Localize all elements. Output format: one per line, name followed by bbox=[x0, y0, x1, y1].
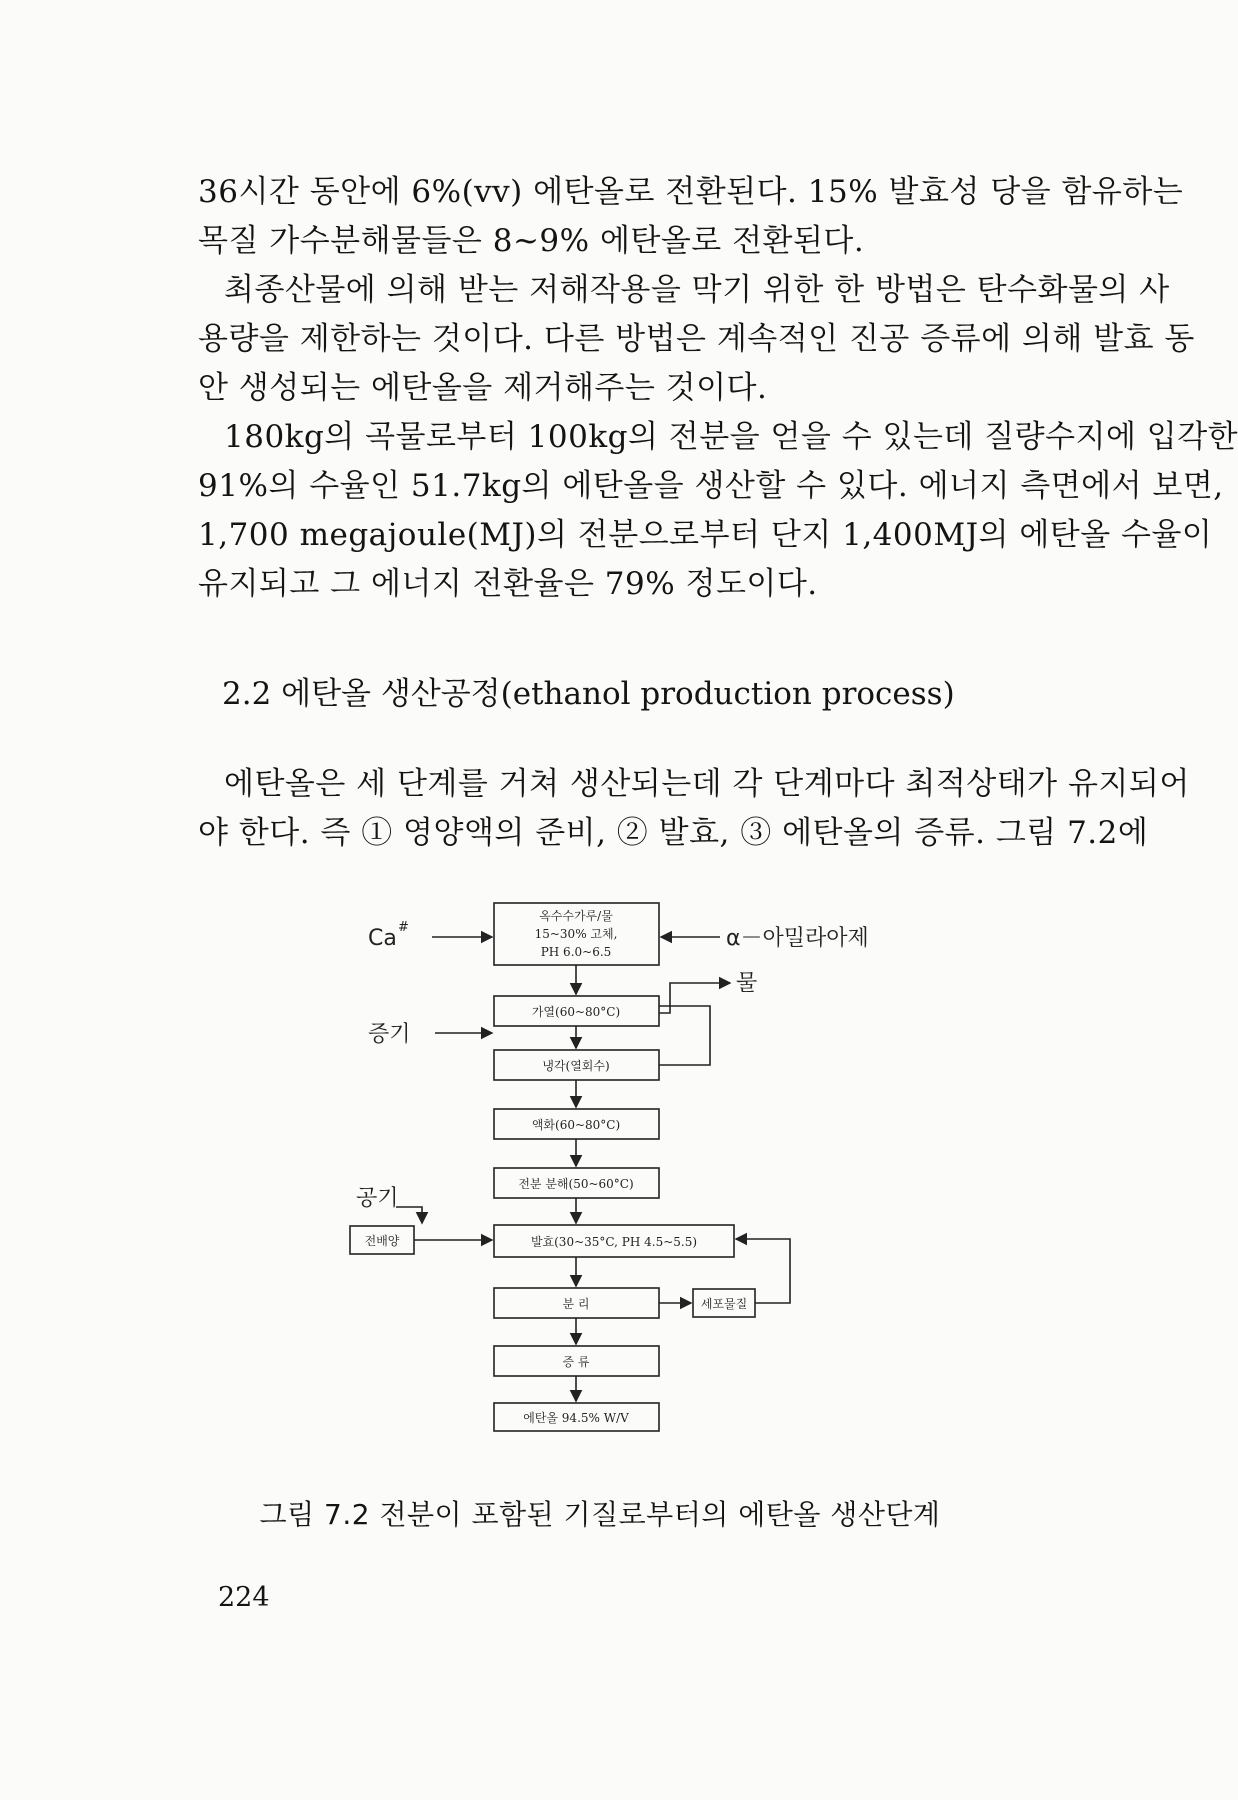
flow-label: PH 6.0~6.5 bbox=[540, 945, 612, 959]
paragraph-line: 36시간 동안에 6%(vv) 에탄올로 전환된다. 15% 발효성 당을 함유하는 bbox=[198, 174, 1184, 210]
flow-label: 분 리 bbox=[562, 1297, 590, 1311]
flow-input-label: 공기 bbox=[356, 1186, 399, 1211]
paragraph-line: 에탄올은 세 단계를 거쳐 생산되는데 각 단계마다 최적상태가 유지되어 bbox=[224, 766, 1190, 802]
flow-label: 전분 분해(50~60°C) bbox=[518, 1177, 634, 1191]
section-paragraph bbox=[198, 760, 1190, 858]
flow-label: 가열(60~80°C) bbox=[531, 1005, 621, 1019]
flow-label: 냉각(열회수) bbox=[542, 1059, 610, 1073]
flow-label: 옥수수가루/물 bbox=[539, 909, 613, 923]
paragraph-line: 91%의 수율인 51.7kg의 에탄올을 생산할 수 있다. 에너지 측면에서 보면, bbox=[198, 468, 1224, 504]
paragraph-line: 야 한다. 즉 ① 영양액의 준비, ② 발효, ③ 에탄올의 증류. 그림 7.2에 bbox=[198, 815, 1149, 851]
flow-input-label: α－아밀라아제 bbox=[726, 926, 869, 951]
ethanol-process-flowchart bbox=[356, 885, 900, 1475]
flow-label: 전배양 bbox=[364, 1234, 400, 1248]
paragraph-line: 유지되고 그 에너지 전환율은 79% 정도이다. bbox=[198, 566, 818, 602]
paragraph-line: 용량을 제한하는 것이다. 다른 방법은 계속적인 진공 증류에 의해 발효 동 bbox=[198, 321, 1195, 357]
flow-label: 에탄올 94.5% W/V bbox=[523, 1411, 629, 1425]
paragraph-2 bbox=[198, 266, 1195, 413]
flow-input-label: 물 bbox=[736, 971, 758, 996]
flow-input-label: 증기 bbox=[368, 1022, 411, 1047]
section-heading: 2.2 에탄올 생산공정(ethanol production process) bbox=[222, 676, 955, 712]
figure-caption: 그림 7.2 전분이 포함된 기질로부터의 에탄올 생산단계 bbox=[259, 1498, 941, 1531]
flow-label: 액화(60~80°C) bbox=[531, 1118, 621, 1132]
paragraph-line: 180kg의 곡물로부터 100kg의 전분을 얻을 수 있는데 질량수지에 입각한 bbox=[224, 419, 1238, 455]
paragraph-line: 최종산물에 의해 받는 저해작용을 막기 위한 한 방법은 탄수화물의 사 bbox=[224, 272, 1170, 308]
paragraph-line: 안 생성되는 에탄올을 제거해주는 것이다. bbox=[198, 370, 768, 406]
paragraph-line: 1,700 megajoule(MJ)의 전분으로부터 단지 1,400MJ의 에탄올 수율이 bbox=[198, 517, 1213, 553]
flow-label: 15~30% 고체, bbox=[534, 927, 618, 941]
flow-label: 발효(30~35°C, PH 4.5~5.5) bbox=[530, 1235, 698, 1249]
page-number: 224 bbox=[218, 1582, 270, 1613]
flow-label: 세포물질 bbox=[700, 1297, 748, 1311]
paragraph-1 bbox=[198, 168, 1184, 266]
flow-label: 증 류 bbox=[562, 1355, 590, 1369]
flow-input-label: Ca bbox=[368, 926, 397, 951]
paragraph-3 bbox=[198, 413, 1238, 609]
paragraph-line: 목질 가수분해물들은 8~9% 에탄올로 전환된다. bbox=[198, 223, 865, 259]
flow-input-label: # bbox=[398, 920, 409, 935]
